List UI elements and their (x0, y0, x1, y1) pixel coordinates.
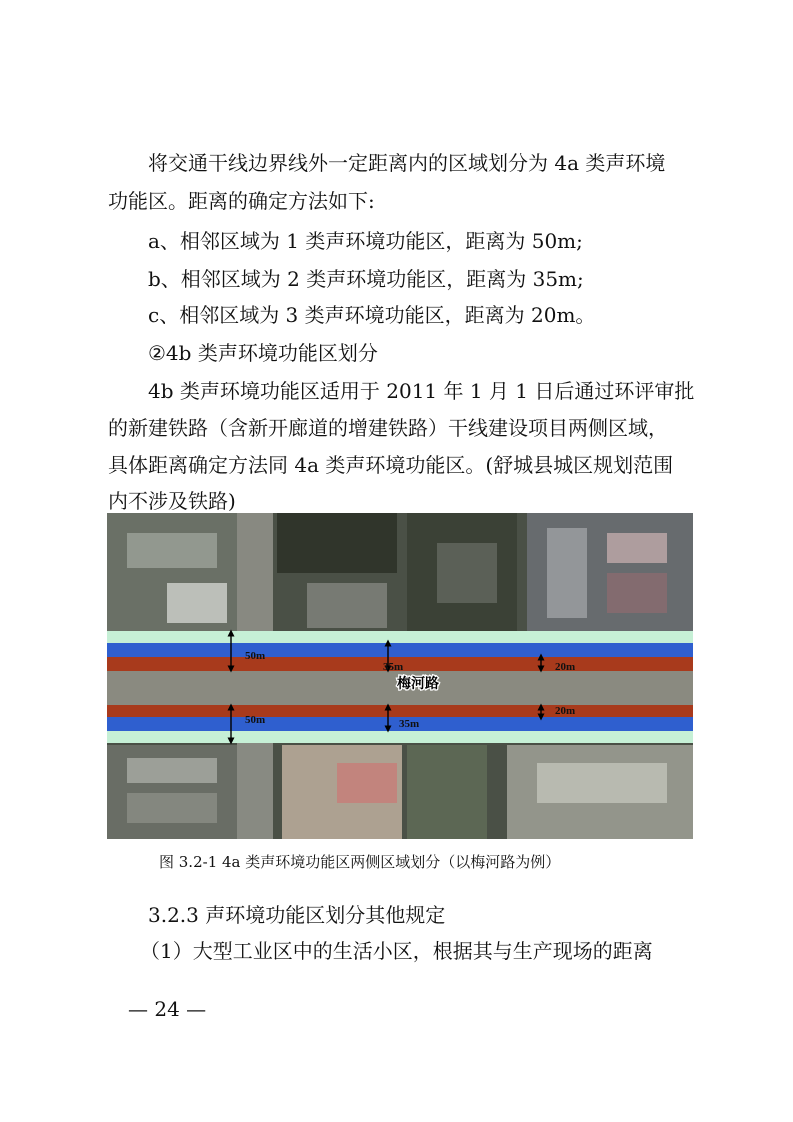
band-50m-bottom (107, 731, 693, 743)
figure-caption: 图 3.2-1 4a 类声环境功能区两侧区域划分（以梅河路为例） (159, 853, 561, 871)
label-20m-bottom: 20m (555, 705, 576, 717)
label-20m-top: 20m (555, 661, 576, 673)
label-50m-top: 50m (245, 650, 266, 662)
subheading-4b: ②4b 类声环境功能区划分 (148, 341, 378, 365)
aerial-map-illustration (107, 513, 693, 839)
band-50m-top (107, 631, 693, 643)
paragraph-line: 功能区。距离的确定方法如下: (108, 189, 375, 213)
band-35m-top (107, 643, 693, 657)
paragraph-line: 的新建铁路（含新开廊道的增建铁路）干线建设项目两侧区域， (108, 416, 668, 440)
paragraph-line: 将交通干线边界线外一定距离内的区域划分为 4a 类声环境 (148, 151, 666, 175)
list-item-a: a、相邻区域为 1 类声环境功能区，距离为 50m; (148, 229, 583, 253)
road-name-label: 梅河路 (397, 676, 439, 692)
page-number: — 24 — (128, 997, 207, 1021)
label-35m-top: 35m (383, 661, 404, 673)
band-20m-bottom (107, 705, 693, 717)
paragraph-line: 具体距离确定方法同 4a 类声环境功能区。(舒城县城区规划范围 (108, 453, 674, 477)
buildings-bottom (107, 745, 693, 839)
zone-division-figure (107, 513, 693, 839)
list-item-b: b、相邻区域为 2 类声环境功能区，距离为 35m; (148, 267, 584, 291)
section-heading-3-2-3: 3.2.3 声环境功能区划分其他规定 (148, 903, 446, 927)
paragraph-line: 4b 类声环境功能区适用于 2011 年 1 月 1 日后通过环评审批 (148, 379, 695, 403)
label-50m-bottom: 50m (245, 714, 266, 726)
section-item-1: （1）大型工业区中的生活小区，根据其与生产现场的距离 (140, 939, 653, 963)
label-35m-bottom: 35m (399, 718, 420, 730)
list-item-c: c、相邻区域为 3 类声环境功能区，距离为 20m。 (148, 303, 596, 327)
paragraph-line: 内不涉及铁路) (108, 489, 236, 513)
